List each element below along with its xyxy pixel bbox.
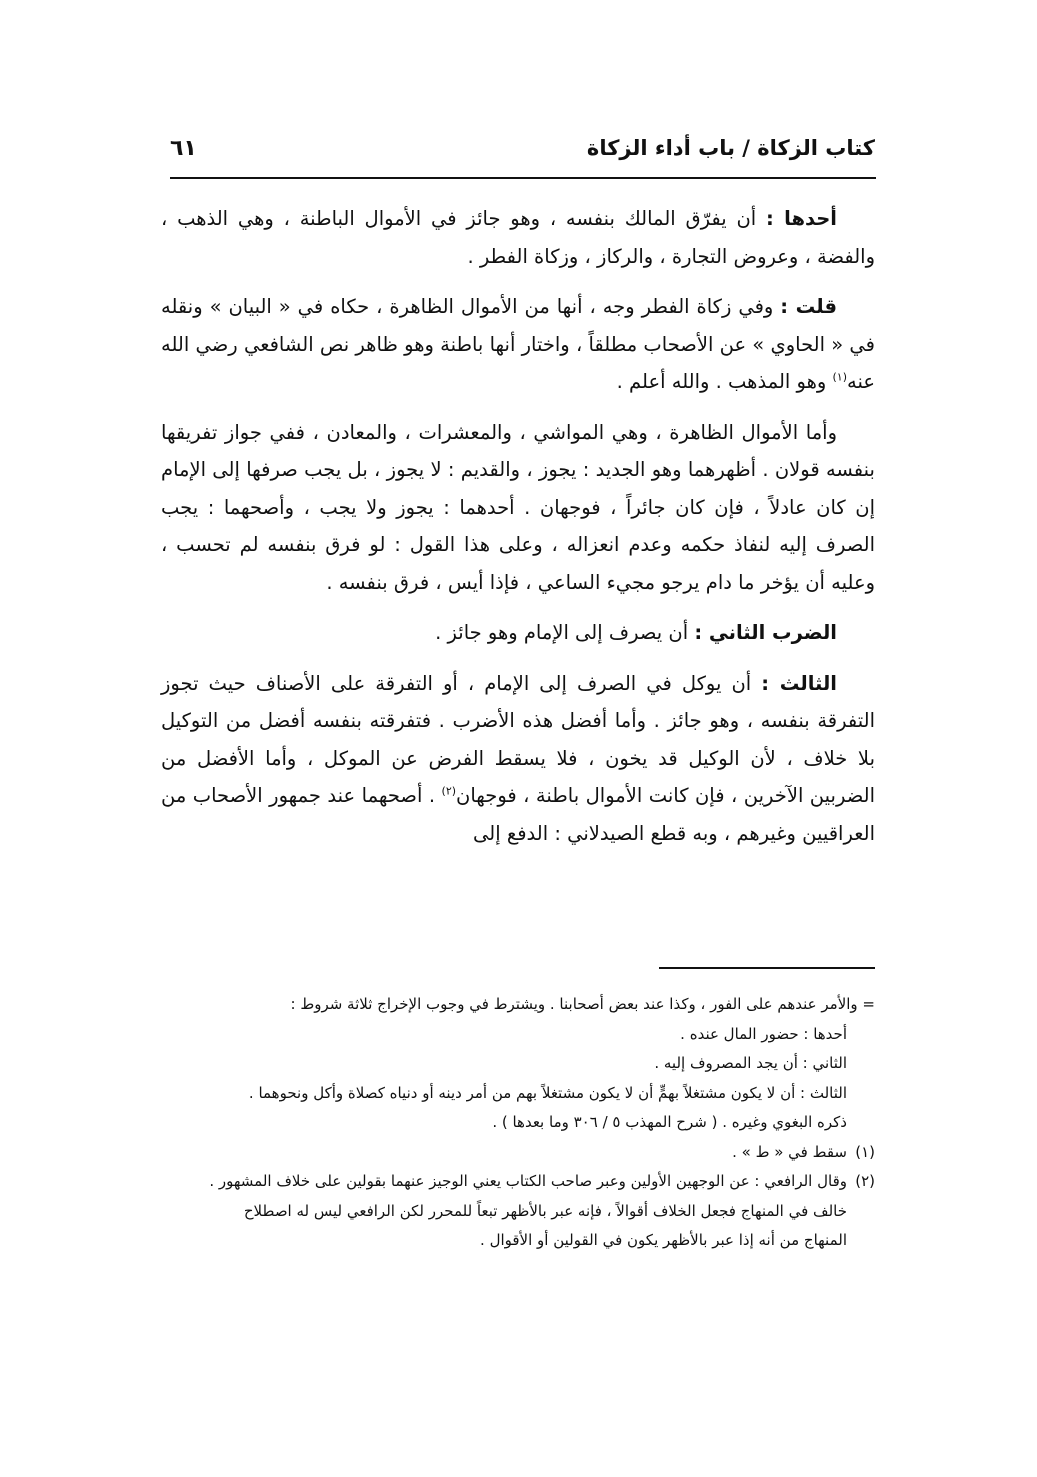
paragraph-5 [161, 665, 875, 853]
running-title: كتاب الزكاة / باب أداء الزكاة [586, 136, 875, 160]
paragraph-4 [161, 614, 875, 652]
footnote-continuation-line: = والأمر عندهم على الفور ، وكذا عند بعض أصحابنا . ويشترط في وجوب الإخراج ثلاثة شروط : [290, 995, 875, 1013]
paragraph-1-text: أن يفرّق المالك بنفسه ، وهو جائز في الأموال الباطنة ، وهي الذهب ، والفضة ، وعروض التجارة ، والركاز ، وزكاة الفطر . [161, 207, 875, 268]
paragraph-2-text-end: وهو المذهب . والله أعلم . [616, 370, 833, 393]
footnote-continuation-line: أحدها : حضور المال عنده . [680, 1024, 847, 1043]
paragraph-4-lead: الضرب الثاني : [694, 621, 837, 644]
paragraph-3 [161, 414, 875, 602]
footnote-1 [161, 1138, 875, 1168]
footnote-2 [161, 1167, 875, 1197]
paragraph-2-text: وفي زكاة الفطر وجه ، أنها من الأموال الظاهرة ، حكاه في « البيان » ونقله في « الحاوي » عن الأصحاب مطلقاً ، واختار أنها باطنة وهو ظاهر نص الشافعي رضي الله عنه [161, 295, 875, 393]
paragraph-4-text: أن يصرف إلى الإمام وهو جائز . [435, 621, 695, 644]
footnote-2-text: وقال الرافعي : عن الوجهين الأولين وعبر صاحب الكتاب يعني الوجيز عنهما بقولين على خلاف المشهور . [209, 1172, 847, 1190]
footnotes [161, 990, 875, 1256]
footnote-ref-2[interactable]: (٢) [441, 784, 457, 798]
paragraph-1 [161, 200, 875, 275]
footnote-ref-1[interactable]: (١) [832, 370, 848, 384]
paragraph-2 [161, 288, 875, 401]
paragraph-2-lead: قلت : [780, 295, 837, 318]
footnote-1-text: سقط في « ط » . [732, 1142, 847, 1161]
header-rule [170, 177, 876, 179]
paragraph-5-text-end: . أصحهما عند جمهور الأصحاب من العراقيين وغيرهم ، وبه قطع الصيدلاني : الدفع إلى [161, 784, 875, 845]
footnote-continuation-line: ذكره البغوي وغيره . ( شرح المهذب ٥ / ٣٠٦ وما بعدها ) . [492, 1113, 847, 1131]
paragraph-1-lead: أحدها : [765, 207, 837, 230]
paragraph-5-lead: الثالث : [761, 671, 837, 695]
footnote-2-mark: (٢) [855, 1172, 875, 1190]
paragraph-5-text: أن يوكل في الصرف إلى الإمام ، أو التفرقة على الأصناف حيث تجوز التفرقة بنفسه ، وهو جائز . وأما أفضل هذه الأضرب . فتفرقته بنفسه أفضل من التوكيل بلا خلاف ، لأن الوكيل قد يخون ، فلا يسقط الفرض عن الموكل ، وأما الأفضل من الضربين الآخرين ، فإن كانت الأموال باطنة ، فوجهان [161, 671, 875, 807]
footnote-2-continuation: خالف في المنهاج فجعل الخلاف أقوالاً ، فإنه عبر بالأظهر تبعاً للمحرر لكن الرافعي ليس له اصطلاح [243, 1201, 847, 1220]
footnote-continuation-line: الثاني : أن يجد المصروف إليه . [654, 1054, 847, 1072]
footnote-2-continuation: المنهاج من أنه إذا عبر بالأظهر يكون في القولين أو الأقوال . [480, 1231, 847, 1249]
paragraph-3-text: وأما الأموال الظاهرة ، وهي المواشي ، والمعشرات ، والمعادن ، ففي جواز تفريقها بنفسه قولان . أظهرهما وهو الجديد : يجوز ، والقديم : لا يجوز ، بل يجب صرفها إلى الإمام إن كان عادلاً ، فإن كان جائراً ، فوجهان . أحدهما : يجوز ولا يجب ، وأصحهما : يجب الصرف إليه لنفاذ حكمه وعدم انعزاله ، وعلى هذا القول : لو فرق بنفسه لم تحسب ، وعليه أن يؤخر ما دام يرجو مجيء الساعي ، فإذا أيس ، فرق بنفسه . [161, 420, 875, 594]
footnote-separator [659, 967, 875, 969]
main-text [161, 200, 875, 865]
page-number: ٦١ [170, 136, 197, 161]
footnote-1-mark: (١) [855, 1142, 875, 1161]
footnote-continuation-line: الثالث : أن لا يكون مشتغلاً بهمٍّ أن لا يكون مشتغلاً بهم من أمر دينه أو دنياه كصلاة وأكل ونحوهما . [248, 1083, 847, 1102]
